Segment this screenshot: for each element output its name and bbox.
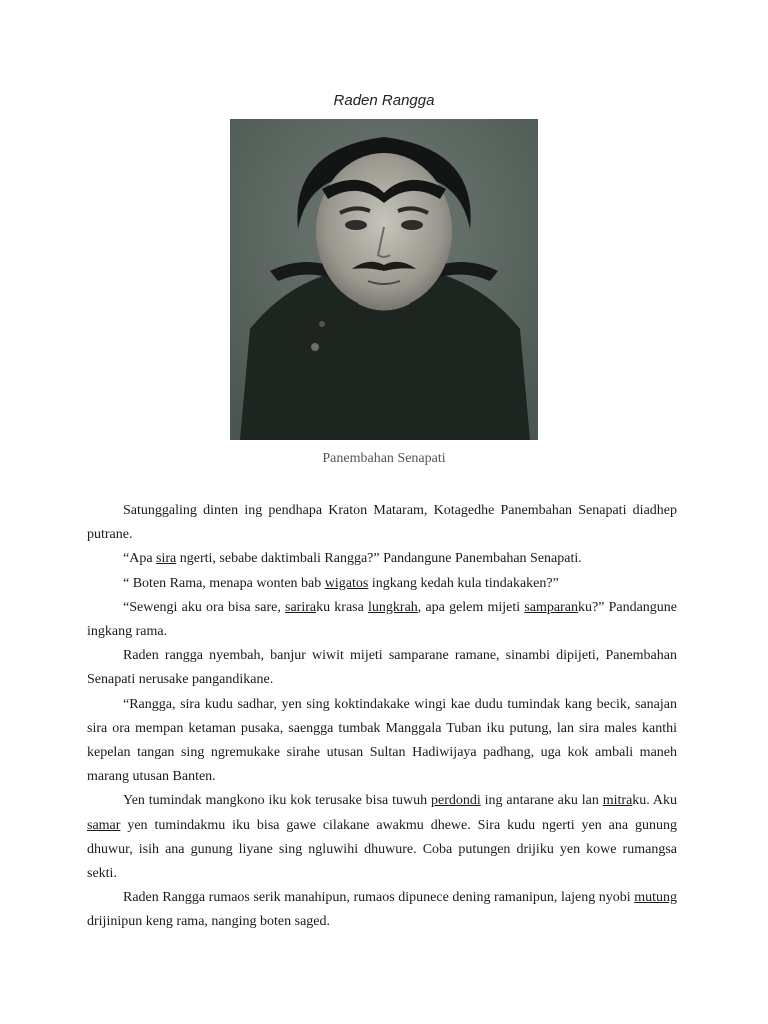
underlined-word: lungkrah [368, 599, 418, 615]
paragraph [87, 547, 677, 571]
portrait-illustration [230, 119, 538, 440]
text-segment: ku?” Pandangune ingkang rama. [87, 599, 678, 640]
text-segment: Yen tumindak mangkono iku kok terusake bisa tuwuh [123, 793, 431, 809]
underlined-word: samar [87, 817, 121, 833]
text-segment: yen tumindakmu iku bisa gawe cilakane awakmu dhewe. Sira kudu ngerti yen ana gunung dhuwur, isih ana gunung liyane sing ngluwihi dhuwure. Coba putungen drijiku yen kowe rumangsa sekti. [87, 817, 677, 882]
text-segment: “Sewengi aku ora bisa sare, [123, 599, 286, 615]
underlined-word: samparan [524, 599, 578, 615]
paragraph [87, 644, 677, 692]
text-segment: ku krasa [316, 599, 369, 615]
underlined-word: wigatos [324, 575, 369, 591]
body-text [87, 499, 677, 935]
text-segment: ingkang kedah kula tindakaken?” [368, 575, 559, 591]
text-segment: ing antarane aku lan [480, 793, 603, 809]
paragraph [87, 572, 677, 596]
underlined-word: perdondi [430, 793, 481, 809]
underlined-word: mutung [634, 890, 677, 906]
text-segment: “Apa [123, 551, 157, 567]
paragraph [87, 789, 677, 886]
image-caption: Panembahan Senapati [322, 451, 446, 466]
text-segment: ku. Aku [632, 793, 677, 809]
underlined-word: sarira [285, 599, 317, 615]
document-title: Raden Rangga [333, 92, 435, 109]
paragraph [87, 499, 677, 547]
portrait-photo [230, 119, 538, 440]
text-segment: Raden rangga nyembah, banjur wiwit mijeti samparane ramane, sinambi dipijeti, Panembahan Senapati nerusake pangandikane. [87, 648, 677, 688]
underlined-word: sira [156, 551, 177, 567]
paragraph [87, 596, 677, 644]
text-segment: Satunggaling dinten ing pendhapa Kraton Mataram, Kotagedhe Panembahan Senapati diadhep putrane. [87, 503, 677, 543]
text-segment: drijinipun keng rama, nanging boten saged. [87, 914, 330, 930]
paragraph [87, 886, 677, 934]
text-segment: Raden Rangga rumaos serik manahipun, rumaos dipunece dening ramanipun, lajeng nyobi [123, 890, 635, 906]
text-segment: , apa gelem mijeti [417, 599, 525, 615]
text-segment: “ Boten Rama, menapa wonten bab [123, 575, 325, 591]
text-segment: ngerti, sebabe daktimbali Rangga?” Pandangune Panembahan Senapati. [176, 551, 582, 567]
text-segment: “Rangga, sira kudu sadhar, yen sing koktindakake wingi kae dudu tumindak kang becik, sanajan sira ora mempan ketaman pusaka, saengga tumbak Manggala Tuban iku putung, lan sira males kanthi kepelan tangan sing ngremukake sirahe utusan Sultan Hadiwijaya padhang, uga kok ambali maneh marang utusan Banten. [87, 696, 677, 785]
underlined-word: mitra [602, 793, 633, 809]
paragraph [87, 693, 677, 790]
